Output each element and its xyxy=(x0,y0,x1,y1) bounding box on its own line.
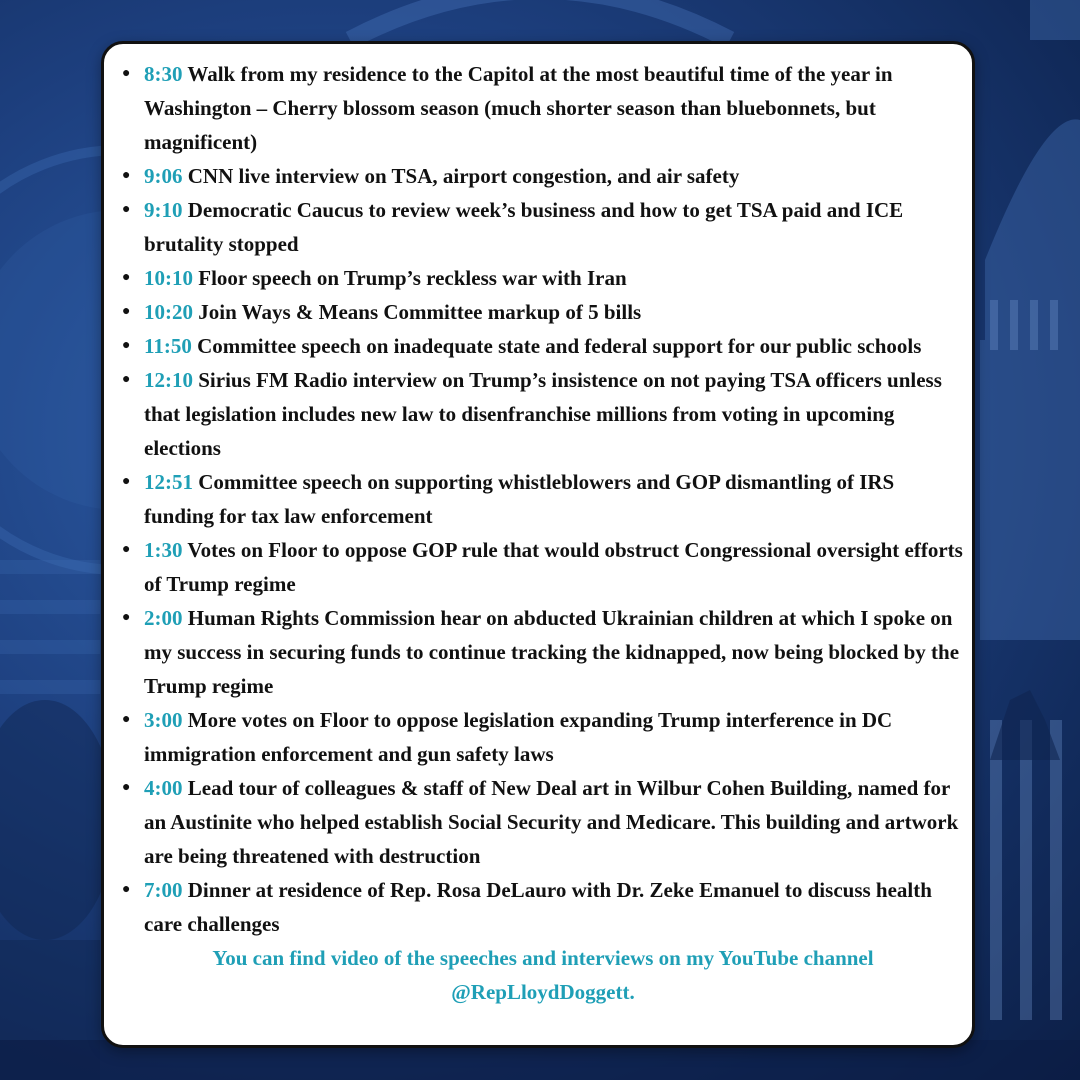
bullet-icon: ● xyxy=(122,338,131,353)
schedule-time: 2:00 xyxy=(144,606,183,630)
schedule-item xyxy=(120,57,966,159)
schedule-time: 10:20 xyxy=(144,300,193,324)
youtube-footer xyxy=(120,941,966,1009)
bullet-icon: ● xyxy=(122,542,131,557)
schedule-item xyxy=(120,533,966,601)
schedule-item xyxy=(120,703,966,771)
schedule-time: 12:51 xyxy=(144,470,193,494)
schedule-time: 9:06 xyxy=(144,164,183,188)
bullet-icon: ● xyxy=(122,882,131,897)
schedule-text: Join Ways & Means Committee markup of 5 bills xyxy=(198,300,642,324)
schedule-text: Dinner at residence of Rep. Rosa DeLauro with Dr. Zeke Emanuel to discuss health care challenges xyxy=(144,878,932,936)
schedule-text: Lead tour of colleagues & staff of New Deal art in Wilbur Cohen Building, named for an Austinite who helped establish Social Security and Medicare. This building and artwork are being threatened with destruction xyxy=(144,776,959,868)
schedule-text: Committee speech on supporting whistleblowers and GOP dismantling of IRS funding for tax law enforcement xyxy=(144,470,895,528)
schedule-item xyxy=(120,465,966,533)
bullet-icon: ● xyxy=(122,66,131,81)
bullet-icon: ● xyxy=(122,712,131,727)
schedule-item xyxy=(120,193,966,261)
bullet-icon: ● xyxy=(122,304,131,319)
schedule-text: More votes on Floor to oppose legislation expanding Trump interference in DC immigration enforcement and gun safety laws xyxy=(144,708,893,766)
schedule-time: 9:10 xyxy=(144,198,183,222)
schedule-time: 4:00 xyxy=(144,776,183,800)
bullet-icon: ● xyxy=(122,270,131,285)
schedule-text: Walk from my residence to the Capitol at the most beautiful time of the year in Washington – Cherry blossom season (much shorter season than bluebonnets, but magnificent) xyxy=(144,62,893,154)
schedule-item xyxy=(120,363,966,465)
schedule-item xyxy=(120,771,966,873)
schedule-item xyxy=(120,295,966,329)
schedule-time: 3:00 xyxy=(144,708,183,732)
schedule-time: 11:50 xyxy=(144,334,192,358)
bullet-icon: ● xyxy=(122,474,131,489)
schedule-item xyxy=(120,261,966,295)
schedule-item xyxy=(120,159,966,193)
schedule-time: 10:10 xyxy=(144,266,193,290)
schedule-item xyxy=(120,873,966,941)
schedule-time: 7:00 xyxy=(144,878,183,902)
schedule-text: Votes on Floor to oppose GOP rule that would obstruct Congressional oversight efforts of Trump regime xyxy=(144,538,963,596)
footer-line: You can find video of the speeches and interviews on my YouTube channel xyxy=(212,946,874,970)
schedule-text: CNN live interview on TSA, airport congestion, and air safety xyxy=(187,164,740,188)
schedule-time: 1:30 xyxy=(144,538,183,562)
bullet-icon: ● xyxy=(122,610,131,625)
schedule-text: Democratic Caucus to review week’s business and how to get TSA paid and ICE brutality stopped xyxy=(144,198,904,256)
schedule-card xyxy=(101,41,975,1048)
bullet-icon: ● xyxy=(122,372,131,387)
bullet-icon: ● xyxy=(122,168,131,183)
schedule-time: 8:30 xyxy=(144,62,183,86)
schedule-text: Floor speech on Trump’s reckless war with Iran xyxy=(198,266,627,290)
youtube-handle: @RepLloydDoggett. xyxy=(451,980,635,1004)
bullet-icon: ● xyxy=(122,202,131,217)
schedule-text: Human Rights Commission hear on abducted Ukrainian children at which I spoke on my success in securing funds to continue tracking the kidnapped, now being blocked by the Trump regime xyxy=(144,606,960,698)
schedule-text: Sirius FM Radio interview on Trump’s insistence on not paying TSA officers unless that legislation includes new law to disenfranchise millions from voting in upcoming elections xyxy=(144,368,942,460)
schedule-item xyxy=(120,601,966,703)
schedule-time: 12:10 xyxy=(144,368,193,392)
schedule-item xyxy=(120,329,966,363)
schedule-text: Committee speech on inadequate state and federal support for our public schools xyxy=(197,334,922,358)
bullet-icon: ● xyxy=(122,780,131,795)
schedule-list xyxy=(120,57,966,941)
